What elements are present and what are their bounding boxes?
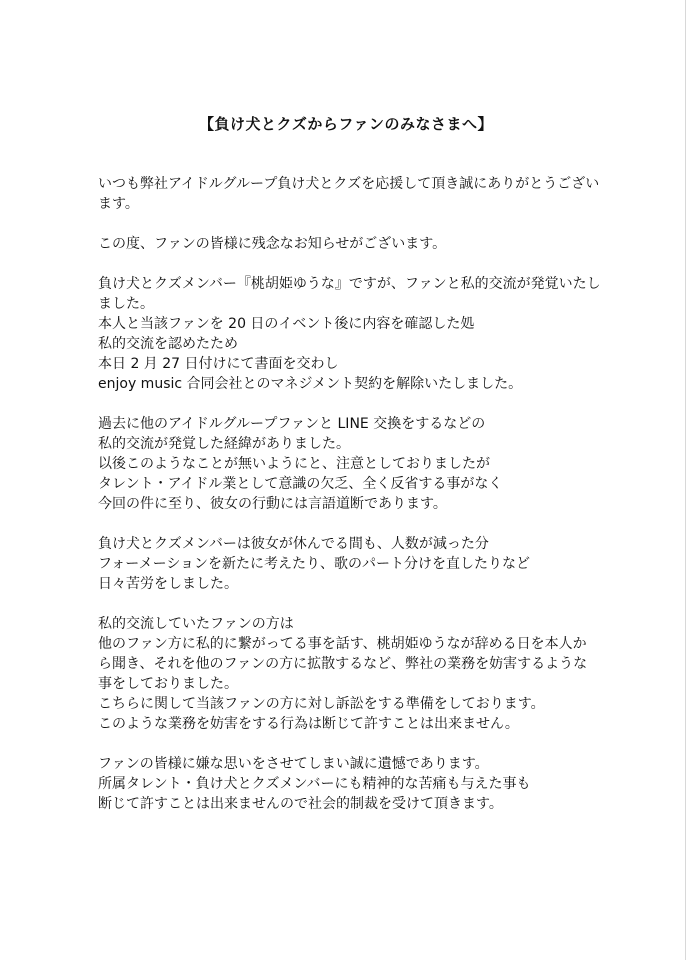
document-body — [98, 174, 601, 834]
text-line: enjoy music 合同会社とのマネジメント契約を解除いたしました。 — [98, 376, 523, 392]
text-line: フォーメーションを新たに考えたり、歌のパート分けを直したりなど — [98, 556, 531, 572]
paragraph-past-history — [98, 414, 598, 514]
document-title: 【負け犬とクズからファンのみなさまへ】 — [198, 115, 494, 133]
text-line: この度、ファンの皆様に残念なお知らせがございます。 — [98, 236, 447, 252]
text-line: タレント・アイドル業として意識の欠乏、全く反省する事がなく — [98, 476, 503, 492]
text-line: 負け犬とクズメンバーは彼女が休んでる間も、人数が減った分 — [98, 536, 489, 552]
text-line: 日々苦労をしました。 — [98, 576, 238, 592]
text-line: 他のファン方に私的に繋がってる事を話す、桃胡姫ゆうなが辞める日を本人か — [98, 636, 587, 652]
paragraph-announcement-intro — [98, 234, 598, 254]
text-line: 以後このようなことが無いようにと、注意としておりましたが — [98, 456, 490, 472]
text-line: 本日 2 月 27 日付けにて書面を交わし — [98, 356, 339, 372]
paragraph-contract-termination — [98, 274, 601, 394]
text-line: ます。 — [98, 196, 139, 212]
text-line: 今回の件に至り、彼女の行動には言語道断であります。 — [98, 496, 447, 512]
paragraph-fan-lawsuit — [98, 614, 598, 734]
paragraph-members-hardship — [98, 534, 598, 594]
text-line: 所属タレント・負け犬とクズメンバーにも精神的な苦痛も与えた事も — [98, 776, 531, 792]
text-line: ら聞き、それを他のファンの方に拡散するなど、弊社の業務を妨害するような — [98, 656, 588, 672]
text-line: ました。 — [98, 296, 154, 312]
text-line: 本人と当該ファンを 20 日のイベント後に内容を確認した処 — [98, 316, 475, 332]
text-line: 私的交流していたファンの方は — [98, 616, 294, 632]
text-line: 私的交流が発覚した経緯がありました。 — [98, 436, 350, 452]
text-line: ファンの皆様に嫌な思いをさせてしまい誠に遺憾であります。 — [98, 756, 489, 772]
text-line: こちらに関して当該ファンの方に対し訴訟をする準備をしております。 — [98, 696, 545, 712]
text-line: 事をしておりました。 — [98, 676, 238, 692]
text-line: 過去に他のアイドルグループファンと LINE 交換をするなどの — [98, 416, 486, 432]
text-line: 断じて許すことは出来ませんので社会的制裁を受けて頂きます。 — [98, 796, 503, 812]
paragraph-greeting — [98, 174, 598, 214]
text-line: 私的交流を認めたため — [98, 336, 238, 352]
text-line: いつも弊社アイドルグループ負け犬とクズを応援して頂き誠にありがとうござい — [98, 176, 600, 192]
paragraph-closing — [98, 754, 598, 814]
text-line: このような業務を妨害をする行為は断じて許すことは出来ません。 — [98, 716, 519, 732]
text-line: 負け犬とクズメンバー『桃胡姫ゆうな』ですが、ファンと私的交流が発覚いたし — [98, 276, 601, 292]
page-edge-divider — [685, 0, 686, 960]
